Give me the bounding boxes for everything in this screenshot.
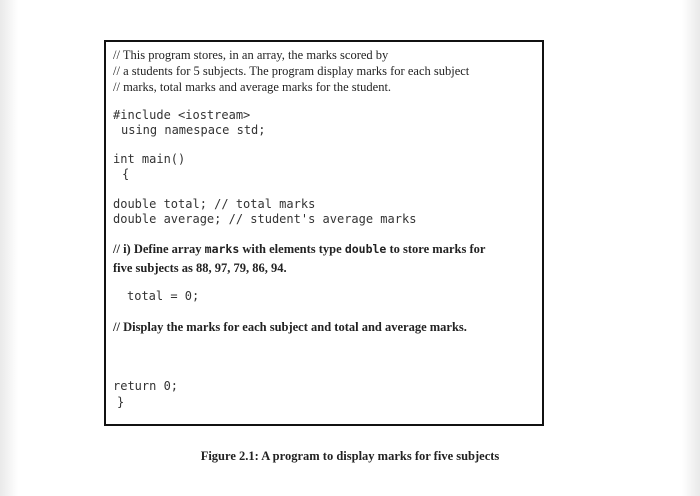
- main-signature-line: int main(): [113, 152, 186, 166]
- instruction-line-1: [113, 243, 485, 256]
- instruction-text-c: to store marks for: [386, 242, 486, 256]
- display-instruction-line: // Display the marks for each subject and total and average marks.: [113, 320, 467, 334]
- total-declaration-line: double total; // total marks: [113, 197, 316, 211]
- figure-caption: Figure 2.1: A program to display marks for five subjects: [200, 449, 500, 463]
- instruction-line-2: five subjects as 88, 97, 79, 86, 94.: [113, 261, 287, 275]
- page-edge-shadow-right: [682, 0, 700, 496]
- open-brace-line: {: [122, 167, 130, 181]
- array-name-marks: marks: [204, 242, 240, 256]
- return-line: return 0;: [113, 379, 179, 393]
- average-declaration-line: double average; // student's average marks: [113, 212, 417, 226]
- code-listing-box: [104, 40, 544, 426]
- page-edge-shadow-left: [0, 0, 18, 496]
- instruction-text-a: // i) Define array: [113, 242, 205, 256]
- comment-line-2: // a students for 5 subjects. The program display marks for each subject: [113, 64, 470, 78]
- include-line: #include <iostream>: [113, 108, 251, 122]
- comment-line-1: // This program stores, in an array, the marks scored by: [113, 48, 389, 62]
- close-brace-line: }: [117, 395, 125, 409]
- using-namespace-line: using namespace std;: [121, 123, 266, 137]
- instruction-text-b: with elements type: [239, 242, 345, 256]
- comment-line-3: // marks, total marks and average marks for the student.: [113, 80, 392, 94]
- total-init-line: total = 0;: [127, 289, 200, 303]
- type-name-double: double: [344, 242, 387, 256]
